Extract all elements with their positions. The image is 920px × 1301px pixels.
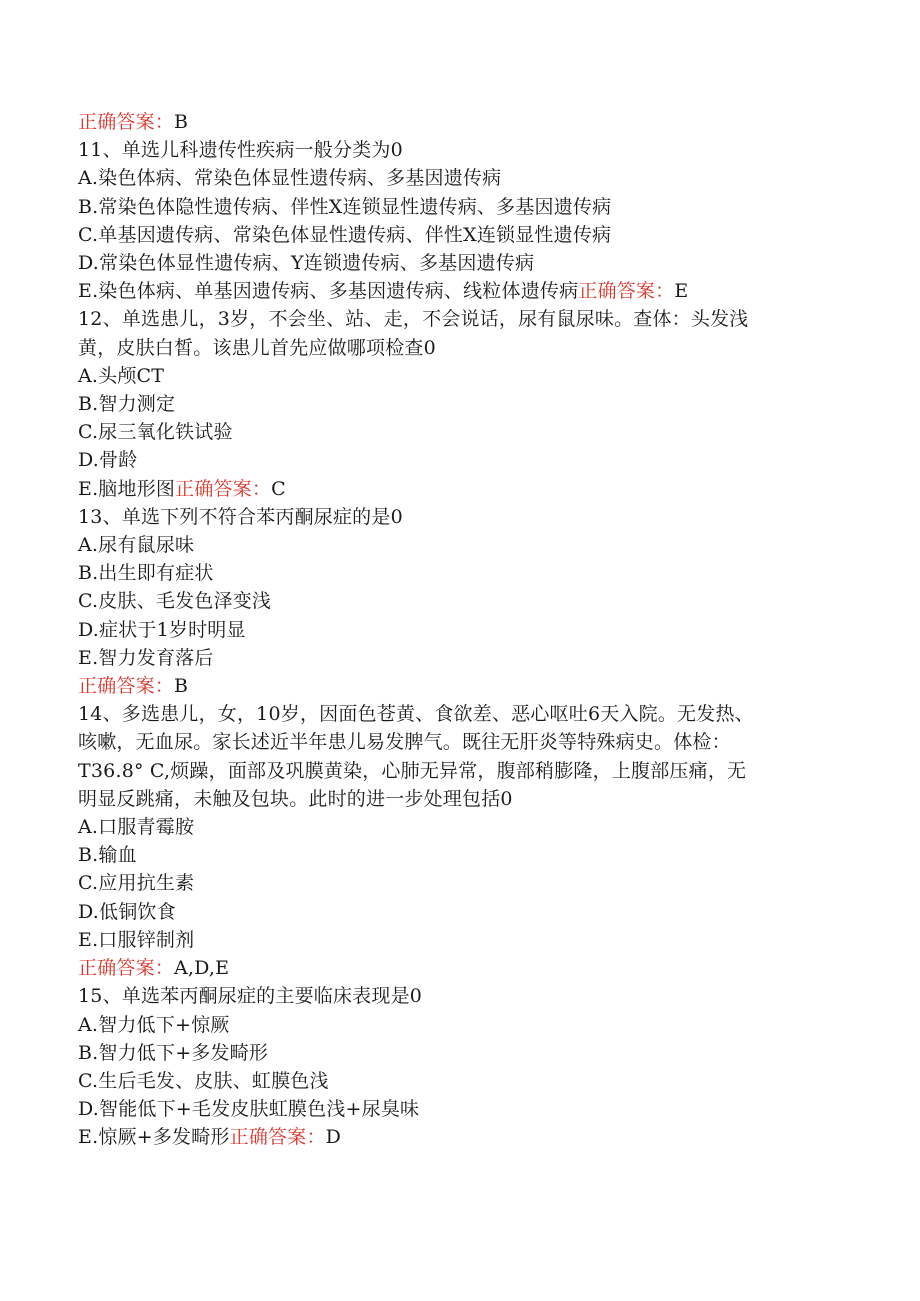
question-11-option-d: D.常染色体显性遗传病、Y连锁遗传病、多基因遗传病 bbox=[78, 252, 535, 275]
question-15-option-d: D.智能低下+毛发皮肤虹膜色浅+尿臭味 bbox=[78, 1098, 420, 1121]
question-12-option-b: B.智力测定 bbox=[78, 393, 176, 416]
question-13-stem: 13、单选下列不符合苯丙酮尿症的是0 bbox=[78, 505, 403, 528]
question-15-stem: 15、单选苯丙酮尿症的主要临床表现是0 bbox=[78, 985, 423, 1008]
option-text: E.脑地形图 bbox=[78, 477, 176, 500]
question-13-option-d: D.症状于1岁时明显 bbox=[78, 618, 246, 641]
question-14-option-c: C.应用抗生素 bbox=[78, 872, 195, 895]
question-13-option-a: A.尿有鼠尿味 bbox=[78, 534, 195, 557]
answer-value: E bbox=[674, 280, 689, 303]
question-14-stem-line-4: 明显反跳痛，未触及包块。此时的进一步处理包括0 bbox=[78, 787, 513, 810]
answer-value: B bbox=[174, 675, 189, 698]
option-text: E.染色体病、单基因遗传病、多基因遗传病、线粒体遗传病 bbox=[78, 280, 579, 303]
answer-label: 正确答案： bbox=[78, 111, 175, 133]
question-11-option-a: A.染色体病、常染色体显性遗传病、多基因遗传病 bbox=[78, 167, 502, 190]
question-14-option-a: A.口服青霉胺 bbox=[78, 816, 195, 839]
answer-label: 正确答案： bbox=[229, 1126, 326, 1149]
question-11-option-e bbox=[78, 277, 838, 305]
answer-value: D bbox=[325, 1126, 342, 1149]
answer-label: 正确答案： bbox=[78, 675, 175, 698]
question-14-option-e: E.口服锌制剂 bbox=[78, 928, 195, 951]
question-14-stem-line-2: 咳嗽，无血尿。家长述近半年患儿易发脾气。既往无肝炎等特殊病史。体检： bbox=[78, 731, 731, 754]
question-15-option-b: B.智力低下+多发畸形 bbox=[78, 1041, 269, 1064]
answer-label: 正确答案： bbox=[78, 957, 175, 980]
question-15-option-a: A.智力低下+惊厥 bbox=[78, 1013, 230, 1036]
question-15-option-c: C.生后毛发、皮肤、虹膜色浅 bbox=[78, 1069, 329, 1092]
answer-line bbox=[78, 954, 838, 982]
question-12-option-a: A.头颅CT bbox=[78, 364, 165, 387]
answer-line bbox=[78, 672, 838, 700]
question-11-option-c: C.单基因遗传病、常染色体显性遗传病、伴性X连锁显性遗传病 bbox=[78, 223, 612, 246]
question-12-option-e bbox=[78, 475, 838, 503]
question-12-option-c: C.尿三氧化铁试验 bbox=[78, 421, 233, 444]
answer-line bbox=[78, 108, 838, 136]
answer-label: 正确答案： bbox=[175, 477, 272, 500]
question-14-option-d: D.低铜饮食 bbox=[78, 900, 176, 923]
question-11-option-b: B.常染色体隐性遗传病、伴性X连锁显性遗传病、多基因遗传病 bbox=[78, 195, 612, 218]
question-13-option-b: B.出生即有症状 bbox=[78, 562, 214, 585]
question-15-option-e bbox=[78, 1123, 838, 1151]
question-12-option-d: D.骨龄 bbox=[78, 449, 138, 472]
question-13-option-e: E.智力发育落后 bbox=[78, 646, 214, 669]
option-text: E.惊厥+多发畸形 bbox=[78, 1126, 230, 1149]
question-14-stem-line-1: 14、多选患儿，女，10岁，因面色苍黄、食欲差、恶心呕吐6天入院。无发热、 bbox=[78, 703, 754, 726]
question-12-stem-line-2: 黄，皮肤白皙。该患儿首先应做哪项检查0 bbox=[78, 336, 436, 359]
answer-value: B bbox=[174, 111, 189, 133]
question-14-option-b: B.输血 bbox=[78, 844, 137, 867]
question-11-stem: 11、单选儿科遗传性疾病一般分类为0 bbox=[78, 139, 403, 162]
document-page bbox=[78, 108, 838, 1152]
answer-value: A,D,E bbox=[174, 957, 230, 980]
question-12-stem-line-1: 12、单选患儿，3岁，不会坐、站、走，不会说话，尿有鼠尿味。查体：头发浅 bbox=[78, 308, 749, 331]
answer-value: C bbox=[271, 477, 286, 500]
question-13-option-c: C.皮肤、毛发色泽变浅 bbox=[78, 590, 272, 613]
question-14-stem-line-3: T36.8° C,烦躁，面部及巩膜黄染，心肺无异常，腹部稍膨隆，上腹部压痛，无 bbox=[78, 759, 747, 782]
answer-label: 正确答案： bbox=[578, 280, 675, 303]
